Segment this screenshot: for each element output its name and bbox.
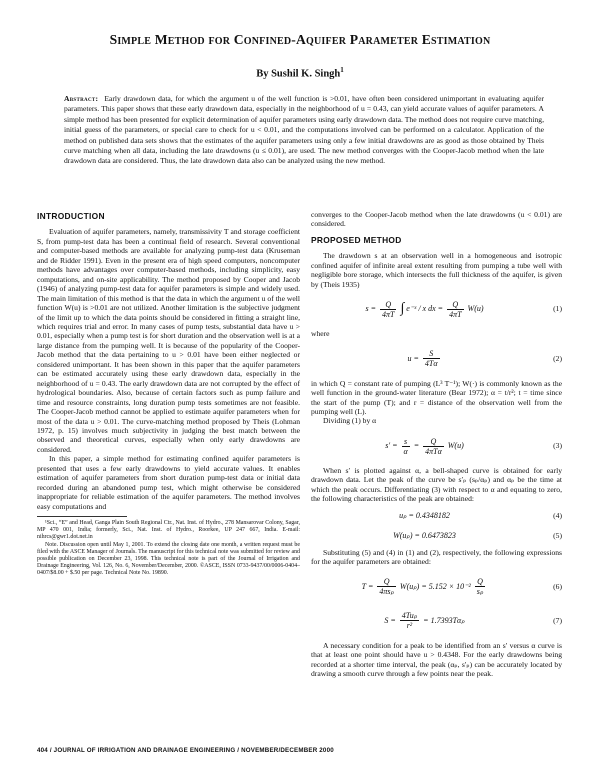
eq1-frac1-numerator: Q	[380, 300, 396, 310]
eq6-fraction-2	[475, 577, 486, 596]
eq3-frac2-numerator: Q	[423, 437, 444, 447]
eq3-tail: W(u)	[447, 440, 464, 450]
method-paragraph-1: The drawdown s at an observation well in a homogeneous and isotropic confined aquifer of infinite areal extent resulting from pumping a tube well with negligible bore storage, which intersects the full thickness of the aquifer, is given by (Theis 1935)	[311, 251, 562, 289]
integral-sign: ∫	[400, 301, 405, 317]
eq6-frac1-denominator: 4πsₚ	[379, 587, 394, 597]
eq6-fraction-1	[377, 577, 396, 596]
equation-4-number: (4)	[553, 510, 562, 520]
equation-3-number: (3)	[553, 440, 562, 450]
eq3-frac1-denominator: α	[403, 446, 408, 456]
equation-3-expression	[311, 432, 538, 460]
footnote-discussion-note: Note. Discussion open until May 1, 2001. To extend the closing date one month, a written request must be filed with the ASCE Manager of Journals. The manuscript for this technical note was submitted for review and possible publication on December 23, 1998. This technical note is part of the Journal of Irrigation and Drainage Engineering, Vol. 126, No. 6, November/December, 2000. ©ASCE, ISSN 0733-9437/00/0006-0404–0407/$8.00 + $.50 per page. Technical Note No. 19890.	[37, 541, 300, 577]
equation-3	[311, 432, 562, 460]
equation-5	[311, 528, 562, 544]
abstract	[64, 94, 544, 167]
where-label: where	[311, 329, 330, 339]
eq2-numerator: S	[423, 349, 440, 359]
abstract-text: Early drawdown data, for which the argument u of the well function is >0.01, have often been considered unimportant in evaluating aquifer parameters. This paper shows that these early drawdown data, especially in the neighborhood of u = 0.43, can yield accurate values of aquifer parameters. A simple method has been presented for explicit determination of aquifer parameters using early drawdown data. The method does not require curve matching, initial guess of the parameters, or special care to check for u < 0.01, and the computations involved can be performed on a calculator. Application of the method on published data sets shows that the estimates of the aquifer parameters using only a few initial drawdowns are as good as those obtained by Theis curve matching when all data, including the late drawdowns (u ≤ 0.01), are used. The new method converges with the Cooper-Jacob method when the late drawdown data are considered. Thus, the late drawdown data also can be analyzed using the new method.	[64, 94, 544, 166]
eq2-denominator: 4Tα	[424, 359, 438, 369]
eq7-numerator: 4Tuₚ	[401, 611, 418, 621]
footnote-rule	[37, 516, 127, 517]
equation-4	[311, 508, 562, 524]
intro-paragraph-2: In this paper, a simple method for estimating confined aquifer parameters is presented that uses a few early drawdowns to yield accurate values. It enables estimation of aquifer parameters from short duration pump-test data or initial data recorded during an abandoned pump test, which might otherwise be considered inappropriate for reliable estimation of the aquifer parameters. The method involves easy computations and	[37, 454, 300, 511]
equation-1-expression	[311, 295, 538, 323]
dividing-line: Dividing (1) by α	[323, 416, 377, 426]
eq6-middle: W(uₚ) = 5.152 × 10⁻²	[399, 581, 471, 591]
eq7-fraction	[400, 611, 419, 630]
eq3-equals: =	[413, 440, 420, 450]
eq3-frac2-denominator: 4πTα	[425, 446, 442, 456]
eq2-fraction	[423, 349, 440, 368]
intro-continuation: converges to the Cooper-Jacob method when the late drawdowns (u < 0.01) are considered.	[311, 210, 562, 229]
eq7-tail: = 1.7393Tαₚ	[423, 615, 465, 625]
eq7-lhs: S =	[384, 615, 396, 625]
proposed-method-heading: PROPOSED METHOD	[311, 234, 402, 245]
eq6-frac1-numerator: Q	[377, 577, 396, 587]
eq3-lhs: s′ =	[385, 440, 398, 450]
eq6-lhs: T =	[361, 581, 374, 591]
equation-6	[311, 573, 562, 601]
substituting-paragraph: Substituting (5) and (4) in (1) and (2), respectively, the following expressions for the aquifer parameters are obtained:	[311, 547, 562, 567]
equation-2	[311, 345, 562, 373]
equation-5-expression: W(uₚ) = 0.6473823	[393, 530, 456, 540]
eq1-frac1-denominator: 4πT	[381, 309, 395, 319]
paper-title: Simple Method for Confined-Aquifer Parameter Estimation	[109, 32, 491, 47]
equation-4-expression: uₚ = 0.4348182	[399, 510, 450, 520]
abstract-label: Abstract:	[64, 94, 99, 103]
equation-7-number: (7)	[553, 615, 562, 625]
author-name: By Sushil K. Singh	[256, 68, 341, 80]
page-footer: 404 / JOURNAL OF IRRIGATION AND DRAINAGE ENGINEERING / NOVEMBER/DECEMBER 2000	[37, 747, 334, 754]
equation-2-expression	[311, 345, 538, 373]
equation-6-number: (6)	[553, 581, 562, 591]
eq3-frac1-numerator: s	[402, 437, 410, 447]
equation-2-number: (2)	[553, 353, 562, 363]
eq7-denominator: r²	[406, 621, 413, 631]
equation-6-expression	[311, 573, 538, 601]
eq1-integrand: e⁻ˣ / x dx =	[406, 304, 444, 314]
author-line	[28, 66, 572, 80]
footnote-affiliation: ¹Sci., “E” and Head, Ganga Plain South Regional Ctr., Nat. Inst. of Hydro., 278 Mansarovar Colony, Sagar, MP 470 001, India; formerly, Sci., Nat. Inst. of Hydro., Roorkee, UP 247 667, India. E-mail: nihrcs@gwr1.dot.net.in	[37, 520, 300, 541]
eq1-fraction-1	[380, 300, 396, 319]
intro-paragraph-1: Evaluation of aquifer parameters, namely, transmissivity T and storage coefficient S, from pump-test data has been a continual field of research. Several conventional and computer-based methods are available for analyzing pump-test data (Kruseman and de Ridder 1991). Even in the present era of high speed computers, noncomputer methods have advantages over computer-based methods, including simplicity, easy computations, and on-site applicability. The method proposed by Cooper and Jacob (1946) of analyzing pump-test data for aquifer parameters is simple and widely used. The main limitation of this method is that the data in which the argument u of the well function W(u) is >0.01 are not utilized. Another limitation is the subjective judgment of the limit up to which the data points should be considered in fitting a straight line, which requires trial and error. In many cases of pump tests, substantial data have u > 0.01, especially when a pump test is for short duration and the observation well is at a large distance from the pumping well. It is because of the popularity of the Cooper-Jacob method that the data pertaining to u > 0.01 have been either neglected or considered unimportant. It has been shown in this paper that the aquifer parameters can be estimated accurately using these early drawdown data, especially in the neighborhood of u = 0.43. The early drawdown data are not corrupted by the effect of hydrological boundaries. Also, because of certain factors such as pump failure and time and resource constraints, long duration pump tests sometimes are not feasible. The Cooper-Jacob method cannot be applied to estimate aquifer parameters when for most of the data u > 0.01. The curve-matching method proposed by Theis (Lohman 1972, p. 15) involves much subjectivity in judging the best match between the observed and theoretical curves, especially when only early drawdowns are considered.	[37, 227, 300, 454]
equation-7	[311, 607, 562, 635]
equation-1-number: (1)	[553, 304, 562, 314]
eq2-lhs: u =	[407, 353, 419, 363]
eq3-fraction-1	[402, 437, 410, 456]
method-paragraph-3: When s′ is plotted against α, a bell-shaped curve is obtained for early drawdown data. Let the peak of the curve be s′ₚ (sₚ/αₚ) and αₚ be the time at which the peak occurs. Differentiating (3) with respect to α and equating to zero, the following characteristics of the peak are obtained:	[311, 465, 562, 504]
author-footnote-mark: 1	[340, 66, 344, 74]
left-column	[37, 210, 300, 578]
eq3-fraction-2	[423, 437, 444, 456]
equation-5-number: (5)	[553, 530, 562, 540]
eq1-frac2-numerator: Q	[447, 300, 463, 310]
eq1-lhs: s =	[365, 304, 376, 314]
method-paragraph-2: in which Q = constant rate of pumping (L³ T⁻¹); W(·) is commonly known as the well function in the ground-water literature (Bear 1972); α = t/r²; t = time since the start of the pump (T); and r = distance of the observation well from the pumping well (L).	[311, 378, 562, 416]
method-paragraph-4: A necessary condition for a peak to be identified from an s′ versus α curve is that at least one point should have u > 0.4348. For the early drawdowns being recorded at a shorter time interval, the peak (αₚ, s′ₚ) can be accurately located by drawing a smooth curve through a few points near the peak.	[311, 640, 562, 678]
eq6-frac2-numerator: Q	[475, 577, 486, 587]
eq1-tail: W(u)	[467, 304, 484, 314]
introduction-heading: INTRODUCTION	[37, 211, 105, 221]
eq1-frac2-denominator: 4πT	[449, 309, 462, 319]
equation-7-expression	[311, 607, 538, 635]
eq6-frac2-denominator: sₚ	[476, 587, 484, 597]
eq1-fraction-2	[447, 300, 463, 319]
right-column	[311, 210, 562, 678]
equation-1	[311, 295, 562, 323]
